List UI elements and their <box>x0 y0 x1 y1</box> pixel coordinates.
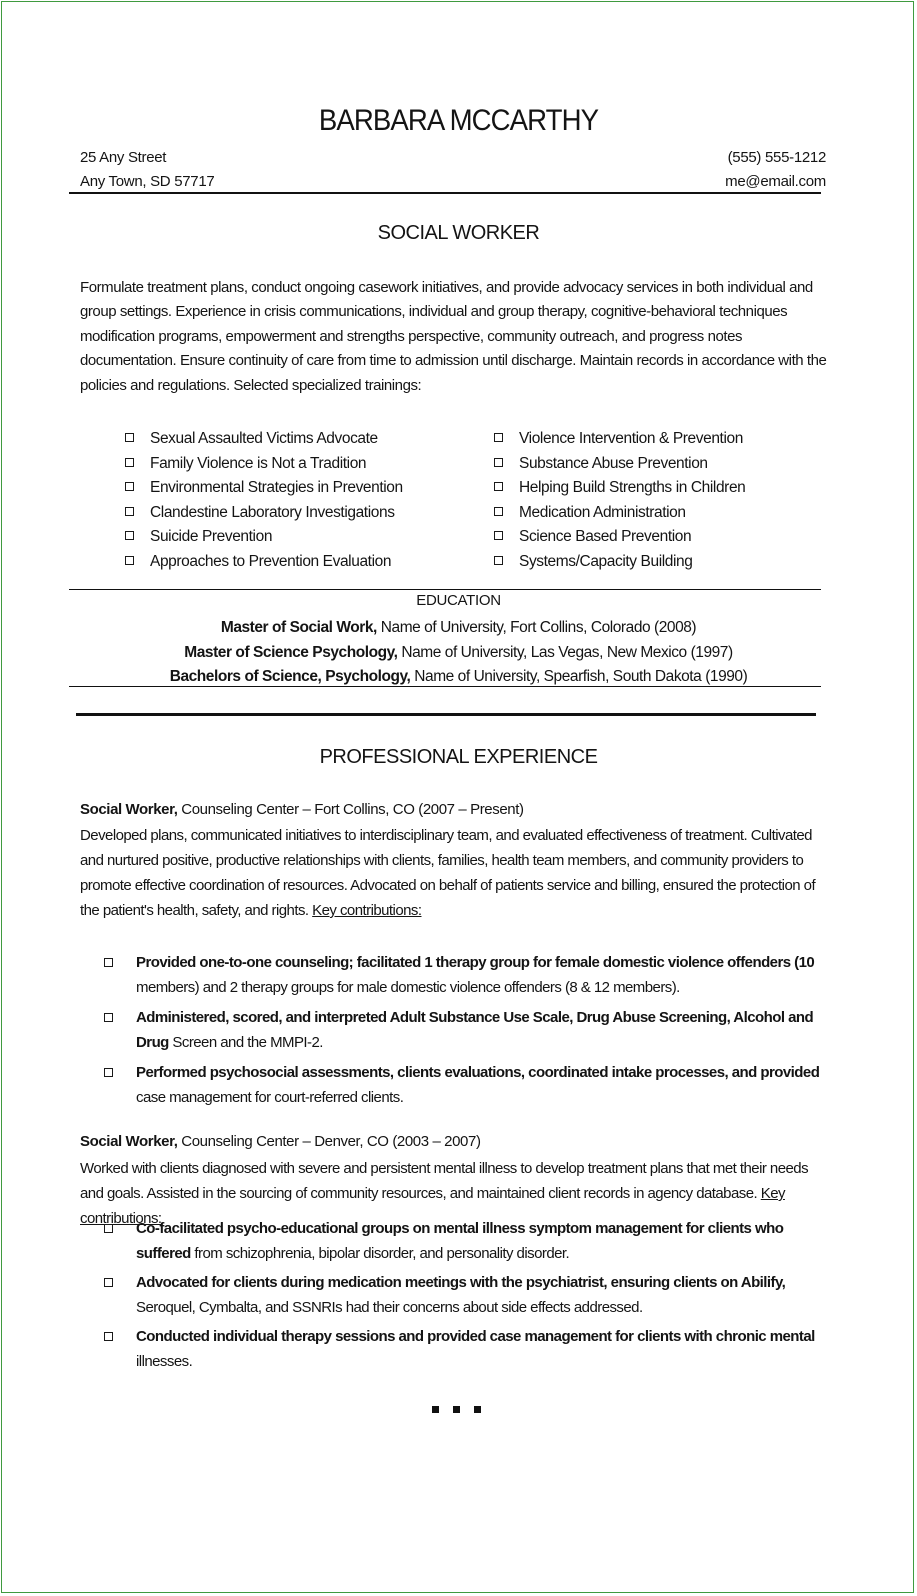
training-item: Suicide Prevention <box>125 525 403 550</box>
contributions-list <box>104 1216 824 1374</box>
training-item: Substance Abuse Prevention <box>494 452 745 477</box>
checkbox-icon <box>125 531 134 540</box>
checkbox-icon <box>104 958 113 967</box>
education-top-divider <box>69 589 821 590</box>
training-item: Medication Administration <box>494 501 745 526</box>
training-item: Systems/Capacity Building <box>494 550 745 575</box>
job-description: Worked with clients diagnosed with severe and persistent mental illness to develop treatment plans that met their needs and goals. Assisted in the sourcing of community resources, and maintained client records in agency database. Key contributions: <box>80 1160 809 1227</box>
checkbox-icon <box>494 458 503 467</box>
training-item: Helping Build Strengths in Children <box>494 476 745 501</box>
job-heading: Social Worker, Counseling Center – Fort Collins, CO (2007 – Present) <box>80 801 524 818</box>
checkbox-icon <box>104 1332 113 1341</box>
checkbox-icon <box>104 1013 113 1022</box>
candidate-name: BARBARA MCCARTHY <box>318 104 599 137</box>
checkbox-icon <box>494 482 503 491</box>
dot-icon <box>474 1406 481 1413</box>
checkbox-icon <box>104 1278 113 1287</box>
phone-number: (555) 555-1212 <box>727 149 826 166</box>
contributions-list <box>104 950 824 1110</box>
checkbox-icon <box>104 1068 113 1077</box>
degree-item: Master of Social Work, Name of University, Fort Collins, Colorado (2008) <box>220 619 697 636</box>
trainings-list-left <box>125 427 403 574</box>
contribution-item: Co-facilitated psycho-educational groups on mental illness symptom management for clients who suffered from schizophrenia, bipolar disorder, and personality disorder. <box>104 1216 824 1266</box>
education-title: EDUCATION <box>416 592 501 609</box>
checkbox-icon <box>494 556 503 565</box>
checkbox-icon <box>125 458 134 467</box>
training-item: Sexual Assaulted Victims Advocate <box>125 427 403 452</box>
checkbox-icon <box>125 482 134 491</box>
training-item: Science Based Prevention <box>494 525 745 550</box>
profile-summary: Formulate treatment plans, conduct ongoing casework initiatives, and provide advocacy services in both individual and group settings. Experience in crisis communications, individual and group therapy, cognitive-behavioral techniques modification programs, empowerment and strengths perspective, community outreach, and progress notes documentation. Ensure continuity of care from time to admission until discharge. Maintain records in accordance with the policies and regulations. Selected specialized trainings: <box>80 279 827 394</box>
checkbox-icon <box>494 433 503 442</box>
training-item: Violence Intervention & Prevention <box>494 427 745 452</box>
checkbox-icon <box>125 507 134 516</box>
header-divider <box>69 192 821 194</box>
degree-item: Bachelors of Science, Psychology, Name of University, Spearfish, South Dakota (1990) <box>169 668 748 685</box>
training-item: Clandestine Laboratory Investigations <box>125 501 403 526</box>
experience-title: PROFESSIONAL EXPERIENCE <box>319 746 598 768</box>
address-line-2: Any Town, SD 57717 <box>80 173 215 190</box>
training-item: Environmental Strategies in Prevention <box>125 476 403 501</box>
training-item: Family Violence is Not a Tradition <box>125 452 403 477</box>
contribution-item: Conducted individual therapy sessions and provided case management for clients with chronic mental illnesses. <box>104 1324 824 1374</box>
education-bottom-divider <box>69 686 821 687</box>
job-heading: Social Worker, Counseling Center – Denver, CO (2003 – 2007) <box>80 1133 481 1150</box>
degree-item: Master of Science Psychology, Name of University, Las Vegas, New Mexico (1997) <box>184 643 733 661</box>
contribution-item: Administered, scored, and interpreted Adult Substance Use Scale, Drug Abuse Screening, Alcohol and Drug Screen and the MMPI-2. <box>104 1005 824 1055</box>
checkbox-icon <box>494 531 503 540</box>
checkbox-icon <box>125 556 134 565</box>
email-address: me@email.com <box>725 173 826 190</box>
dot-icon <box>432 1406 439 1413</box>
contribution-item: Performed psychosocial assessments, clients evaluations, coordinated intake processes, and provided case management for court-referred clients. <box>104 1060 824 1110</box>
education-list <box>0 616 917 690</box>
address-line-1: 25 Any Street <box>80 149 167 166</box>
checkbox-icon <box>494 507 503 516</box>
checkbox-icon <box>104 1224 113 1233</box>
trainings-list-right <box>494 427 745 574</box>
profile-title: SOCIAL WORKER <box>377 222 540 244</box>
contribution-item: Advocated for clients during medication meetings with the psychiatrist, ensuring clients on Abilify, Seroquel, Cymbalta, and SSNRIs had their concerns about side effects addressed. <box>104 1270 824 1320</box>
section-divider <box>76 713 816 716</box>
continuation-dots <box>432 1400 495 1418</box>
dot-icon <box>453 1406 460 1413</box>
checkbox-icon <box>125 433 134 442</box>
address-block <box>80 146 214 194</box>
contribution-item: Provided one-to-one counseling; facilitated 1 therapy group for female domestic violence offenders (10 members) and 2 therapy groups for male domestic violence offenders (8 & 12 members). <box>104 950 824 1000</box>
training-item: Approaches to Prevention Evaluation <box>125 550 403 575</box>
job-description: Developed plans, communicated initiatives to interdisciplinary team, and evaluated effectiveness of treatment. Cultivated and nurtured positive, productive relationships with clients, families, health team members, and community providers to promote effective coordination of resources. Advocated on behalf of patients service and billing, ensured the protection of the patient's health, safety, and rights. Key contributions: <box>80 827 816 919</box>
contact-block <box>725 146 826 194</box>
